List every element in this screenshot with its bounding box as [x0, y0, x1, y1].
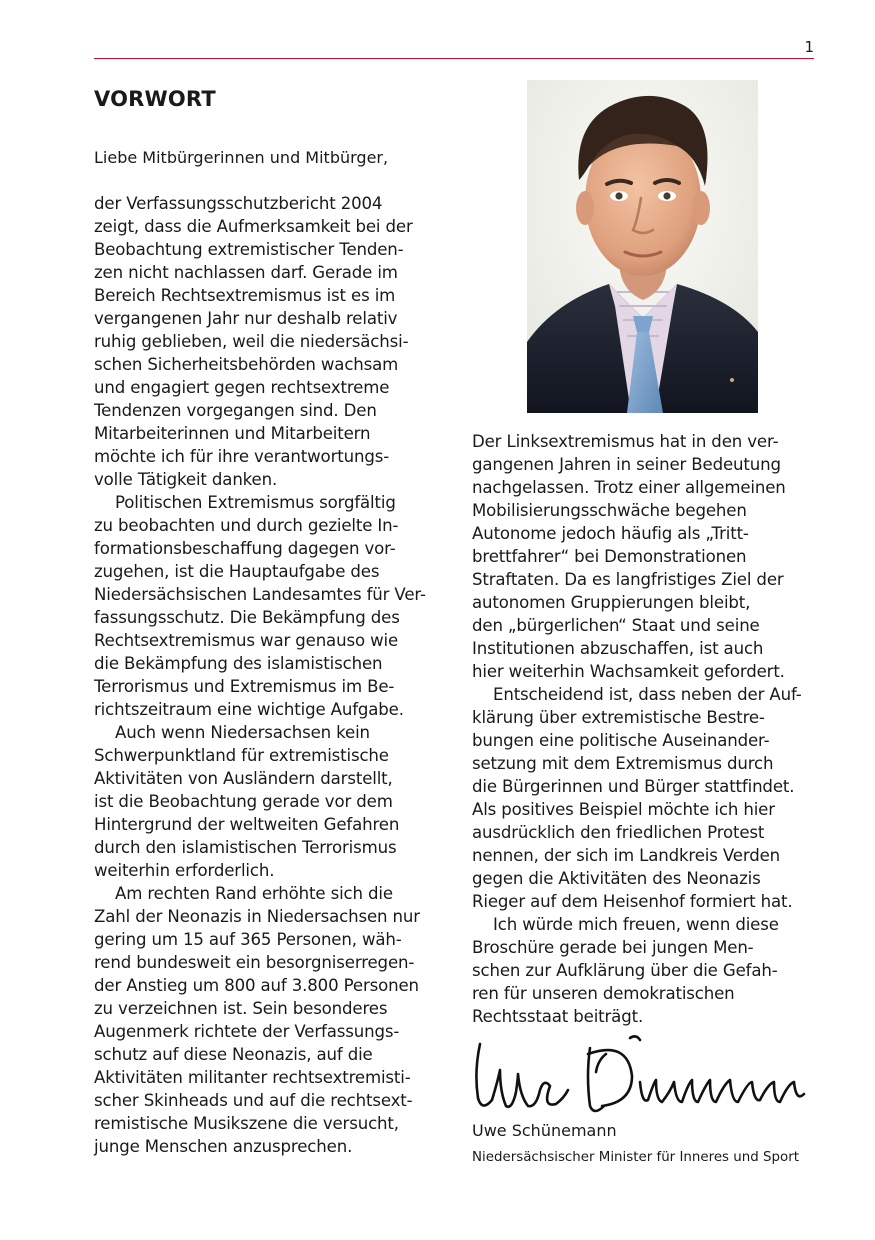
header-rule — [94, 58, 814, 59]
paragraph: Politischen Extremismus sorgfältig zu beobachten und durch gezielte In- formationsbeschaffung dagegen vor- zugehen, ist die Hauptaufgabe des Niedersächsischen Landesamtes für Ver- fassungsschutz. Die Bekämpfung des Rechtsextremismus war genauso wie die Bekämpfung des islamistischen Terrorismus und Extremismus im Be- richtszeitraum eine wichtige Aufgabe. — [94, 493, 426, 719]
page-title: VORWORT — [94, 87, 216, 111]
paragraph: Ich würde mich freuen, wenn diese Broschüre gerade bei jungen Men- schen zur Aufklärung über die Gefah- ren für unseren demokratischen Rechtsstaat beiträgt. — [472, 915, 779, 1026]
signature-title: Niedersächsischer Minister für Inneres und Sport — [472, 1150, 799, 1165]
portrait-photo — [527, 80, 758, 413]
paragraph: Am rechten Rand erhöhte sich die Zahl der Neonazis in Niedersachsen nur gering um 15 auf 365 Personen, wäh- rend bundesweit ein besorgniserregen- der Anstieg um 800 auf 3.800 Personen zu verzeichnen ist. Sein besonderes Augenmerk richtete der Verfassungs- schutz auf diese Neonazis, auf die Aktivitäten militanter rechtsextremisti- scher Skinheads und auf die rechtsext- remistische Musikszene die versucht, junge Menschen anzusprechen. — [94, 884, 420, 1156]
signature-name: Uwe Schünemann — [472, 1121, 617, 1140]
paragraph: der Verfassungsschutzbericht 2004 zeigt, dass die Aufmerksamkeit bei der Beobachtung extremistischer Tenden- zen nicht nachlassen darf. Gerade im Bereich Rechtsextremismus ist es im vergangenen Jahr nur deshalb relativ ruhig geblieben, weil die niedersächsi- schen Sicherheitsbehörden wachsam und engagiert gegen rechtsextreme Tendenzen vorgegangen sind. Den Mitarbeiterinnen und Mitarbeitern möchte ich für ihre verantwortungs- volle Tätigkeit danken. — [94, 194, 413, 489]
page-number: 1 — [804, 38, 814, 56]
handwritten-signature — [470, 1032, 815, 1122]
paragraph: Entscheidend ist, dass neben der Auf- klärung über extremistische Bestre- bungen eine politische Auseinander- setzung mit dem Extremismus durch die Bürgerinnen und Bürger stattfindet. Als positives Beispiel möchte ich hier ausdrücklich den friedlichen Protest nennen, der sich im Landkreis Verden gegen die Aktivitäten des Neonazis Rieger auf dem Heisenhof formiert hat. — [472, 685, 802, 911]
right-column — [472, 430, 822, 1028]
salutation: Liebe Mitbürgerinnen und Mitbürger, — [94, 148, 389, 167]
paragraph: Auch wenn Niedersachsen kein Schwerpunktland für extremistische Aktivitäten von Ausländern darstellt, ist die Beobachtung gerade vor dem Hintergrund der weltweiten Gefahren durch den islamistischen Terrorismus weiterhin erforderlich. — [94, 723, 400, 880]
paragraph: Der Linksextremismus hat in den ver- gangenen Jahren in seiner Bedeutung nachgelassen. Trotz einer allgemeinen Mobilisierungsschwäche begehen Autonome jedoch häufig als „Tritt- brettfahrer“ bei Demonstrationen Straftaten. Da es langfristiges Ziel der autonomen Gruppierungen bleibt, den „bürgerlichen“ Staat und seine Institutionen abzuschaffen, ist auch hier weiterhin Wachsamkeit gefordert. — [472, 432, 786, 681]
left-column — [94, 192, 439, 1158]
